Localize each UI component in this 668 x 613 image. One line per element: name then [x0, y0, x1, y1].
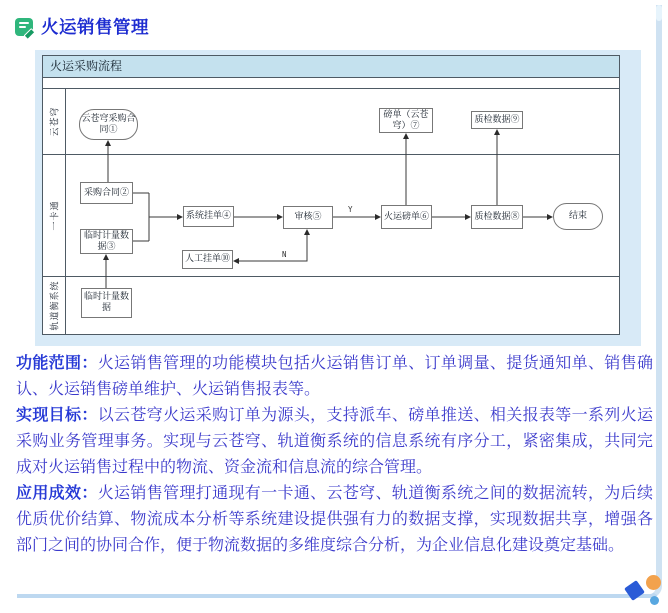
flowchart-title: 火运采购流程 [50, 59, 123, 73]
logo-dot-shape [650, 596, 659, 605]
node-track-scale-temp-data: 临时计量数据 [81, 288, 132, 318]
lane-label-yikatong: 一卡通 [50, 199, 61, 231]
node-system-posting: 系统挂单④ [183, 206, 234, 227]
node-start-cloud-purchase-contract: 云苍穹采购合同① [79, 109, 138, 140]
node-temp-measure-data: 临时计量数据③ [80, 229, 133, 254]
decorative-line-highlight [656, 5, 662, 21]
node-quality-data-9: 质检数据⑨ [471, 111, 523, 129]
paragraph-label: 功能范围： [16, 355, 98, 372]
logo-circle-shape [646, 575, 661, 590]
paragraph-label: 实现目标： [16, 407, 98, 424]
node-quality-data-8: 质检数据⑧ [471, 205, 523, 229]
node-end: 结束 [553, 203, 603, 230]
node-weigh-ticket-cloud: 磅单（云苍穹）⑦ [379, 108, 433, 133]
decorative-corner-line [17, 5, 662, 598]
paragraph-body: 以云苍穹火运采购订单为源头，支持派车、磅单推送、相关报表等一系列火运采购业务管理事务。实现与云苍穹、轨道衡系统的信息系统有序分工，紧密集成，共同完成对火运销售过程中的物流、资金流和信息流的综合管理。 [16, 407, 653, 476]
node-review: 审核⑤ [283, 206, 333, 229]
branch-label-yes: Y [348, 205, 353, 214]
paragraph-label: 应用成效： [16, 485, 98, 502]
lane-label-guidaoheng: 轨道衡系统 [50, 279, 61, 331]
node-purchase-contract: 采购合同② [80, 182, 133, 204]
paragraph-body: 火运销售管理的功能模块包括火运销售订单、订单调量、提货通知单、销售确认、火运销售磅单维护、火运销售报表等。 [16, 355, 653, 398]
branch-label-no: N [282, 250, 287, 259]
paragraph-body: 火运销售管理打通现有一卡通、云苍穹、轨道衡系统之间的数据流转，为后续优质优价结算、物流成本分析等系统建设提供强有力的数据支撑，实现数据共享，增强各部门之间的协同合作，便于物流数据的多维度综合分析，为企业信息化建设奠定基础。 [16, 485, 653, 554]
lane-label-yuncangqiong: 云苍穹 [50, 106, 61, 137]
node-manual-posting: 人工挂单⑩ [182, 250, 233, 269]
node-rail-weigh-ticket: 火运磅单⑥ [381, 205, 432, 229]
page-title: 火运销售管理 [41, 17, 149, 37]
